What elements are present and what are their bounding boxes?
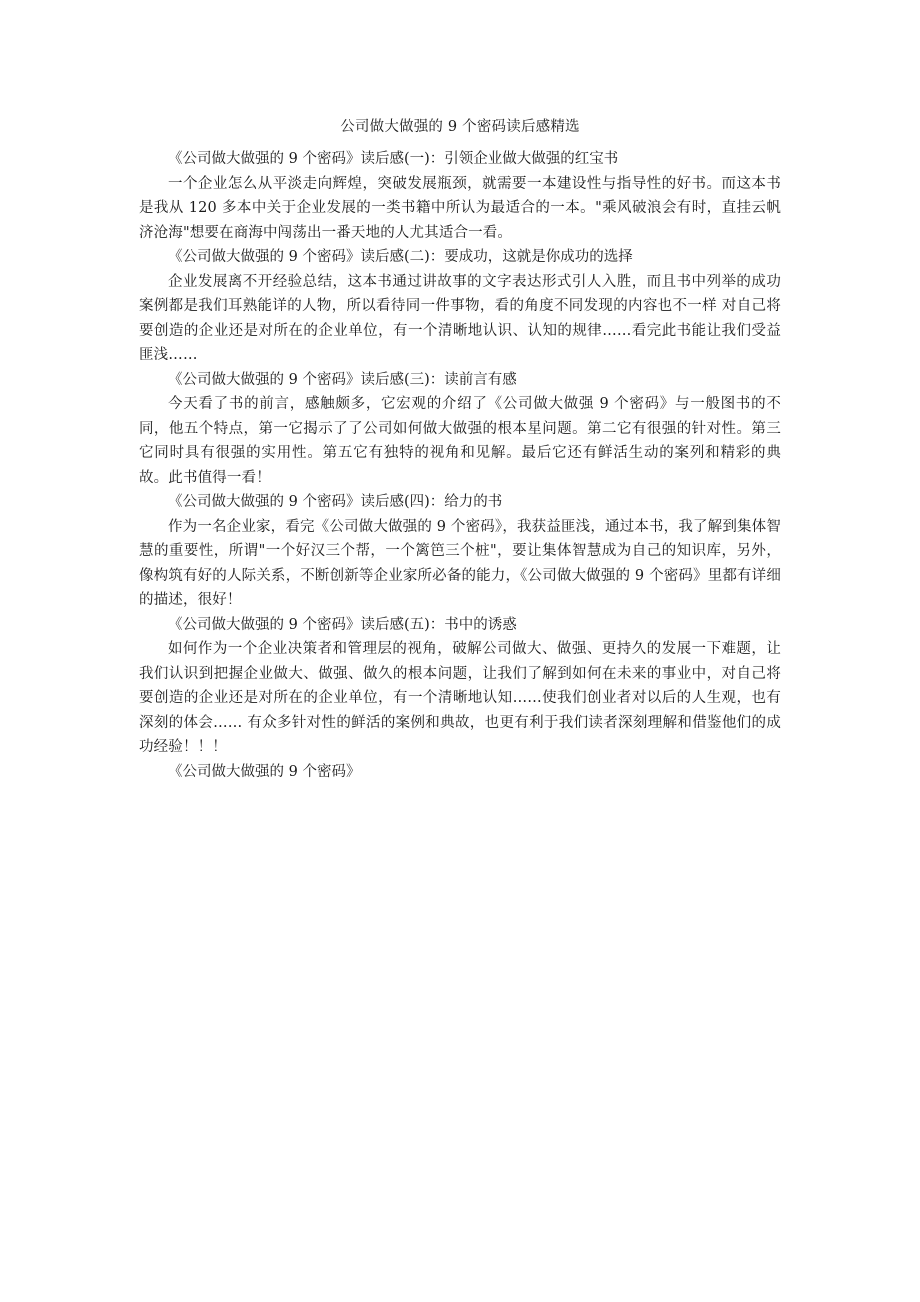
section-body: 一个企业怎么从平淡走向辉煌，突破发展瓶颈，就需要一本建设性与指导性的好书。而这本书是我从 120 多本中关于企业发展的一类书籍中所认为最适合的一本。"乘风破浪会有时，直挂云帆济沧海"想要在商海中闯荡出一番天地的人尤其适合一看。 bbox=[139, 175, 781, 241]
section-heading: 《公司做大做强的 9 个密码》读后感(四)：给力的书 bbox=[168, 494, 503, 510]
closing-line: 《公司做大做强的 9 个密码》 bbox=[168, 763, 361, 780]
review-section-3 bbox=[139, 368, 781, 491]
section-heading: 《公司做大做强的 9 个密码》读后感(五)：书中的诱惑 bbox=[168, 616, 517, 633]
document-content bbox=[139, 115, 781, 784]
section-body: 企业发展离不开经验总结，这本书通过讲故事的文字表达形式引人入胜，而且书中列举的成功案例都是我们耳熟能详的人物，所以看待同一件事物，看的角度不同发现的内容也不一样 对自己将要创造的企业还是对所在的企业单位，有一个清晰地认识、认知的规律……看完此书能让我们受益匪浅…… bbox=[139, 273, 781, 363]
section-heading: 《公司做大做强的 9 个密码》读后感(二)：要成功，这就是你成功的选择 bbox=[168, 249, 633, 265]
section-heading: 《公司做大做强的 9 个密码》读后感(一)：引领企业做大做强的红宝书 bbox=[168, 151, 619, 167]
section-heading: 《公司做大做强的 9 个密码》读后感(三)：读前言有感 bbox=[168, 371, 517, 388]
review-section-4 bbox=[139, 490, 781, 613]
review-section-5 bbox=[139, 613, 781, 760]
section-body: 今天看了书的前言，感触颇多，它宏观的介绍了《公司做大做强 9 个密码》与一般图书的不同，他五个特点，第一它揭示了了公司如何做大做强的根本星问题。第二它有很强的针对性。第三它同时具有很强的实用性。第五它有独特的视角和见解。最后它还有鲜活生动的案列和精彩的典故。此书值得一看！ bbox=[139, 396, 781, 486]
section-body: 作为一名企业家，看完《公司做大做强的 9 个密码》，我获益匪浅，通过本书，我了解到集体智慧的重要性，所谓"一个好汉三个帮，一个篱笆三个桩"，要让集体智慧成为自己的知识库，另外，像构筑有好的人际关系，不断创新等企业家所必备的能力，《公司做大做强的 9 个密码》里都有详细的描述，很好！ bbox=[139, 518, 781, 608]
document-title: 公司做大做强的 9 个密码读后感精选 bbox=[340, 119, 580, 135]
review-section-2 bbox=[139, 245, 781, 368]
section-body: 如何作为一个企业决策者和管理层的视角，破解公司做大、做强、更持久的发展一下难题，让我们认识到把握企业做大、做强、做久的根本问题，让我们了解到如何在未来的事业中，对自己将要创造的企业还是对所在的企业单位，有一个清晰地认知……使我们创业者对以后的人生观，也有深刻的体会…… 有众多针对性的鲜活的案例和典故，也更有利于我们读者深刻理解和借鉴他们的成功经验！！！ bbox=[139, 641, 781, 755]
review-section-1 bbox=[139, 147, 781, 245]
